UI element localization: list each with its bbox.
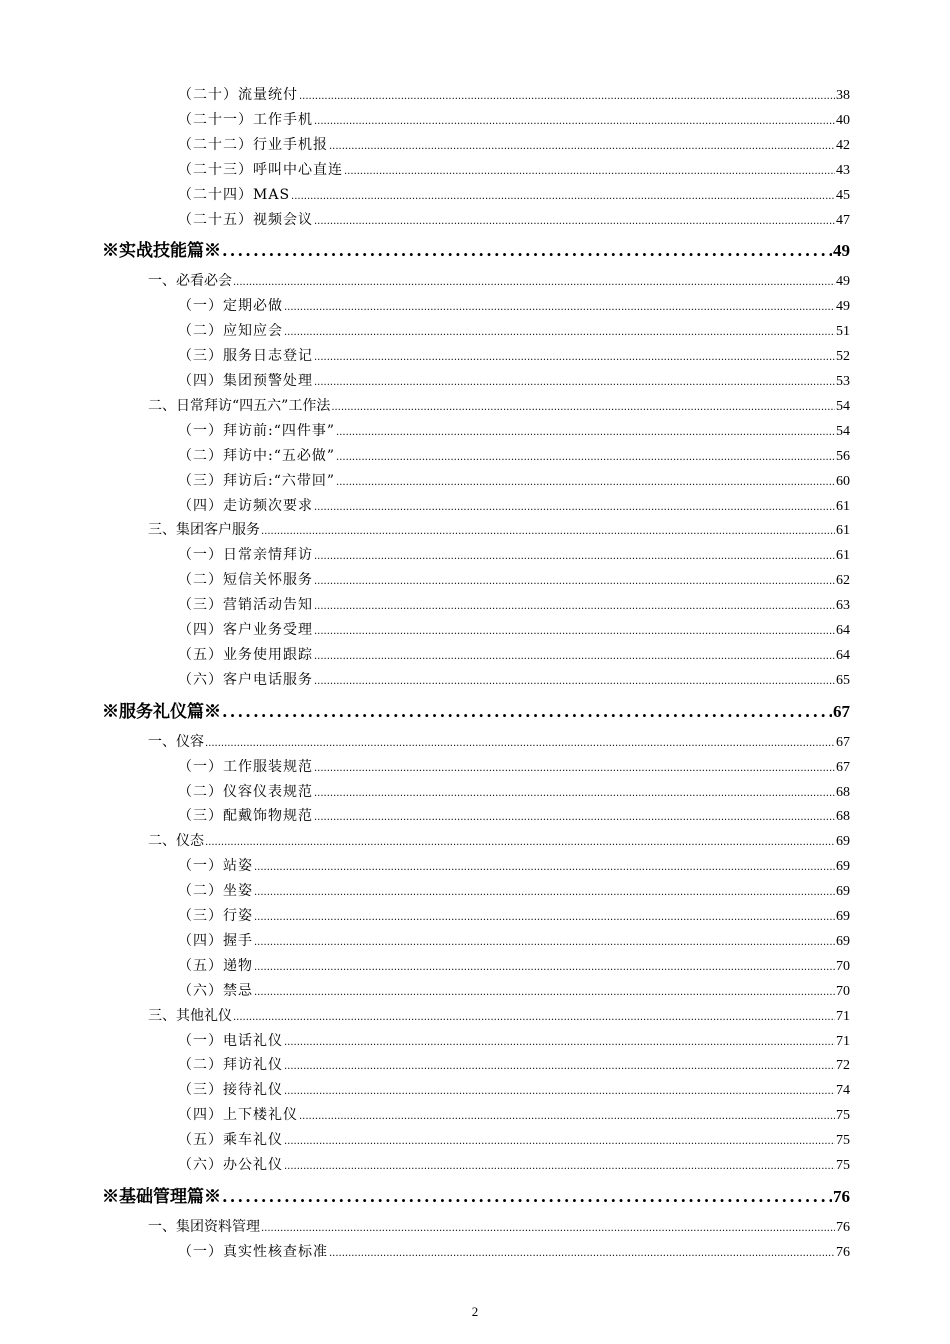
toc-leader-dots	[284, 327, 835, 338]
toc-entry[interactable]	[178, 594, 850, 614]
page-number: 2	[471, 1304, 479, 1319]
toc-entry[interactable]	[178, 1154, 850, 1174]
toc-page-number: 63	[836, 598, 850, 614]
toc-entry[interactable]	[178, 905, 850, 925]
toc-page-number: 54	[836, 398, 850, 414]
toc-leader-dots	[314, 216, 835, 227]
toc-entry-title: （一）拜访前:“四件事”	[178, 422, 336, 439]
toc-leader-dots	[284, 1086, 835, 1097]
toc-leader-dots	[284, 1061, 835, 1072]
toc-leader-dots	[314, 812, 835, 823]
toc-entry-title: （一）定期必做	[178, 298, 283, 315]
toc-leader-dots	[233, 277, 835, 288]
toc-entry[interactable]	[178, 209, 850, 229]
toc-entry-title: （一）真实性核查标准	[178, 1243, 328, 1260]
toc-entry-title: （二）拜访礼仪	[178, 1057, 283, 1074]
toc-page-number: 69	[836, 909, 850, 924]
toc-entry-title: （二十四）MAS	[178, 186, 291, 203]
toc-entry[interactable]	[178, 781, 850, 801]
toc-leader-dots	[314, 626, 835, 637]
toc-leader-dots	[291, 191, 835, 202]
toc-entry[interactable]	[178, 1241, 850, 1261]
toc-entry[interactable]	[178, 644, 850, 664]
toc-entry[interactable]	[178, 159, 850, 179]
toc-page-number: 51	[836, 324, 850, 340]
toc-leader-dots	[205, 738, 835, 749]
toc-entry-title: 一、集团资料管理	[148, 1218, 260, 1235]
toc-page-number: 49	[836, 299, 850, 315]
toc-entry[interactable]	[178, 980, 850, 1000]
toc-page-number: 67	[836, 734, 850, 750]
toc-leader-dots	[284, 1037, 835, 1048]
toc-page-number: 70	[836, 958, 850, 974]
toc-entry-title: （三）行姿	[178, 908, 253, 924]
toc-leader-dots	[284, 1161, 835, 1172]
toc-page-number: 61	[836, 523, 850, 539]
toc-entry-title: 一、仪容	[148, 733, 204, 750]
toc-page-number: 67	[833, 701, 850, 721]
toc-entry[interactable]	[178, 445, 850, 465]
toc-entry[interactable]	[148, 395, 850, 415]
toc-entry-title: （四）握手	[178, 932, 253, 949]
toc-section-heading[interactable]	[102, 236, 850, 261]
toc-page-number: 61	[836, 548, 850, 564]
toc-entry[interactable]	[178, 295, 850, 315]
toc-entry-title: （六）办公礼仪	[178, 1157, 283, 1173]
toc-entry[interactable]	[178, 544, 850, 564]
toc-page-number: 64	[836, 647, 850, 663]
toc-leader-dots	[284, 1136, 835, 1147]
toc-entry-title: （一）日常亲情拜访	[178, 547, 313, 564]
toc-entry-title: （二）拜访中:“五必做”	[178, 447, 336, 464]
toc-page-number: 69	[836, 884, 850, 900]
toc-entry-title: 二、日常拜访“四五六”工作法	[148, 397, 331, 414]
toc-page-number: 75	[836, 1158, 850, 1173]
toc-entry-title: （四）客户业务受理	[178, 622, 313, 638]
toc-section-heading[interactable]	[102, 1182, 850, 1207]
toc-entry-title: （二十一）工作手机	[178, 111, 313, 128]
toc-leader-dots	[314, 601, 835, 612]
toc-entry[interactable]	[178, 320, 850, 340]
toc-entry[interactable]	[178, 1054, 850, 1074]
toc-page-number: 74	[836, 1083, 850, 1099]
toc-leader-dots	[329, 1248, 835, 1259]
toc-entry[interactable]	[178, 345, 850, 365]
toc-entry[interactable]	[178, 420, 850, 440]
toc-entry-title: （二）短信关怀服务	[178, 572, 313, 589]
toc-leader-dots	[331, 402, 835, 413]
toc-entry[interactable]	[178, 1079, 850, 1099]
toc-entry-title: （二十三）呼叫中心直连	[178, 161, 343, 178]
toc-entry-title: ※基础管理篇※	[102, 1186, 221, 1207]
toc-entry[interactable]	[148, 731, 850, 751]
toc-page-number: 47	[836, 212, 850, 228]
toc-page-number: 69	[836, 834, 850, 850]
toc-leader-dots	[261, 1223, 835, 1234]
toc-entry-title: （一）站姿	[178, 858, 253, 875]
toc-leader-dots	[336, 477, 835, 488]
toc-entry[interactable]	[178, 1104, 850, 1124]
toc-entry[interactable]	[178, 805, 850, 825]
toc-leader-dots	[314, 502, 835, 513]
toc-entry-title: （三）服务日志登记	[178, 348, 313, 365]
toc-page-number: 45	[836, 187, 850, 203]
toc-leader-dots	[254, 862, 835, 873]
toc-leader-dots	[314, 377, 835, 388]
toc-entry-title: （二）坐姿	[178, 883, 253, 900]
toc-entry-title: 三、其他礼仪	[148, 1007, 232, 1024]
toc-page-number: 42	[836, 137, 850, 153]
toc-entry-title: ※服务礼仪篇※	[102, 701, 221, 722]
toc-leader-dots	[254, 887, 835, 898]
toc-entry[interactable]	[178, 470, 850, 490]
toc-leader-dots	[314, 116, 835, 127]
toc-entry-title: 一、必看必会	[148, 273, 232, 290]
toc-entry[interactable]	[178, 619, 850, 639]
toc-entry[interactable]	[178, 370, 850, 390]
toc-page-number: 65	[836, 672, 850, 688]
toc-page-number: 64	[836, 623, 850, 638]
toc-entry[interactable]	[148, 270, 850, 290]
toc-entry[interactable]	[178, 495, 850, 515]
toc-page-number: 76	[833, 1186, 850, 1206]
toc-page-number: 49	[836, 274, 850, 290]
toc-page-number: 76	[836, 1219, 850, 1235]
toc-page-number: 70	[836, 983, 850, 999]
toc-entry[interactable]	[178, 1030, 850, 1050]
toc-page-number: 54	[836, 423, 850, 439]
toc-page-number: 56	[836, 448, 850, 464]
toc-entry-title: （四）走访频次要求	[178, 497, 313, 514]
toc-entry[interactable]	[178, 84, 850, 104]
toc-entry[interactable]	[178, 955, 850, 975]
toc-entry-title: （四）集团预警处理	[178, 373, 313, 389]
toc-entry-title: （二）仪容仪表规范	[178, 783, 313, 800]
toc-leader-dots	[329, 141, 835, 152]
toc-entry-title: （六）禁忌	[178, 982, 253, 999]
toc-page-number: 76	[836, 1244, 850, 1260]
toc-entry-title: （三）接待礼仪	[178, 1082, 283, 1099]
toc-leader-dots	[205, 837, 835, 848]
toc-entry-title: （五）乘车礼仪	[178, 1132, 283, 1149]
toc-leader-dots	[336, 452, 835, 463]
toc-page-number: 53	[836, 374, 850, 389]
toc-page-number: 52	[836, 349, 850, 365]
toc-page-number: 67	[836, 759, 850, 775]
toc-leader-dots	[314, 352, 835, 363]
toc-entry[interactable]	[148, 1216, 850, 1236]
toc-page-number: 49	[833, 241, 850, 261]
toc-page-number: 71	[836, 1033, 850, 1049]
toc-entry-title: 二、仪态	[148, 833, 204, 850]
toc-entry[interactable]	[148, 830, 850, 850]
toc-page-number: 68	[836, 784, 850, 800]
toc-leader-dots	[254, 962, 835, 973]
toc-page-number: 62	[836, 573, 850, 589]
toc-leader-dots	[261, 526, 835, 537]
toc-leader-dots	[314, 651, 835, 662]
toc-leader-dots	[254, 937, 835, 948]
toc-leader-dots	[314, 576, 835, 587]
toc-section-heading[interactable]	[102, 697, 850, 722]
toc-entry[interactable]	[178, 669, 850, 689]
toc-entry-title: （三）拜访后:“六带回”	[178, 472, 336, 489]
toc-page-number: 69	[836, 933, 850, 949]
toc-entry-title: （五）业务使用跟踪	[178, 646, 313, 663]
toc-page-number: 69	[836, 859, 850, 875]
toc-entry-title: （二十二）行业手机报	[178, 136, 328, 153]
toc-entry[interactable]	[178, 1129, 850, 1149]
toc-page-number: 38	[836, 88, 850, 103]
toc-leader-dots	[299, 91, 835, 102]
toc-page-number: 75	[836, 1108, 850, 1124]
toc-entry[interactable]	[178, 855, 850, 875]
toc-entry-title: （三）营销活动告知	[178, 597, 313, 614]
toc-leader-dots	[314, 788, 835, 799]
toc-page-number: 68	[836, 809, 850, 825]
toc-leader-dots	[254, 987, 835, 998]
toc-entry-title: ※实战技能篇※	[102, 241, 221, 262]
toc-entry[interactable]	[148, 1005, 850, 1025]
toc-entry[interactable]	[178, 569, 850, 589]
toc-entry-title: （六）客户电话服务	[178, 671, 313, 688]
toc-leader-dots	[284, 302, 835, 313]
toc-entry[interactable]	[178, 184, 850, 204]
toc-entry[interactable]	[178, 756, 850, 776]
toc-entry[interactable]	[148, 519, 850, 539]
toc-entry[interactable]	[178, 109, 850, 129]
toc-leader-dots	[314, 763, 835, 774]
toc-entry-title: 三、集团客户服务	[148, 522, 260, 539]
toc-leader-dots	[344, 166, 835, 177]
toc-page-number: 75	[836, 1133, 850, 1149]
toc-leader-dots	[222, 241, 832, 260]
toc-leader-dots	[222, 1187, 832, 1206]
toc-entry[interactable]	[178, 930, 850, 950]
toc-leader-dots	[222, 702, 832, 721]
toc-entry-title: （三）配戴饰物规范	[178, 808, 313, 825]
toc-leader-dots	[299, 1111, 835, 1122]
toc-page-number: 40	[836, 112, 850, 128]
toc-page-number: 60	[836, 473, 850, 489]
toc-entry-title: （一）工作服装规范	[178, 758, 313, 775]
toc-page-number: 71	[836, 1008, 850, 1024]
toc-entry-title: （二）应知应会	[178, 323, 283, 340]
toc-entry-title: （二十五）视频会议	[178, 211, 313, 228]
toc-leader-dots	[336, 427, 835, 438]
toc-entry-title: （五）递物	[178, 957, 253, 974]
toc-entry-title: （二十）流量统付	[178, 87, 298, 103]
toc-leader-dots	[314, 676, 835, 687]
toc-leader-dots	[254, 912, 835, 923]
toc-leader-dots	[233, 1012, 835, 1023]
toc-page-number: 61	[836, 498, 850, 514]
toc-leader-dots	[314, 551, 835, 562]
toc-entry[interactable]	[178, 134, 850, 154]
toc-page-number: 72	[836, 1058, 850, 1074]
toc-entry-title: （四）上下楼礼仪	[178, 1107, 298, 1124]
toc-page-number: 43	[836, 162, 850, 178]
toc-entry[interactable]	[178, 880, 850, 900]
toc-entry-title: （一）电话礼仪	[178, 1032, 283, 1049]
